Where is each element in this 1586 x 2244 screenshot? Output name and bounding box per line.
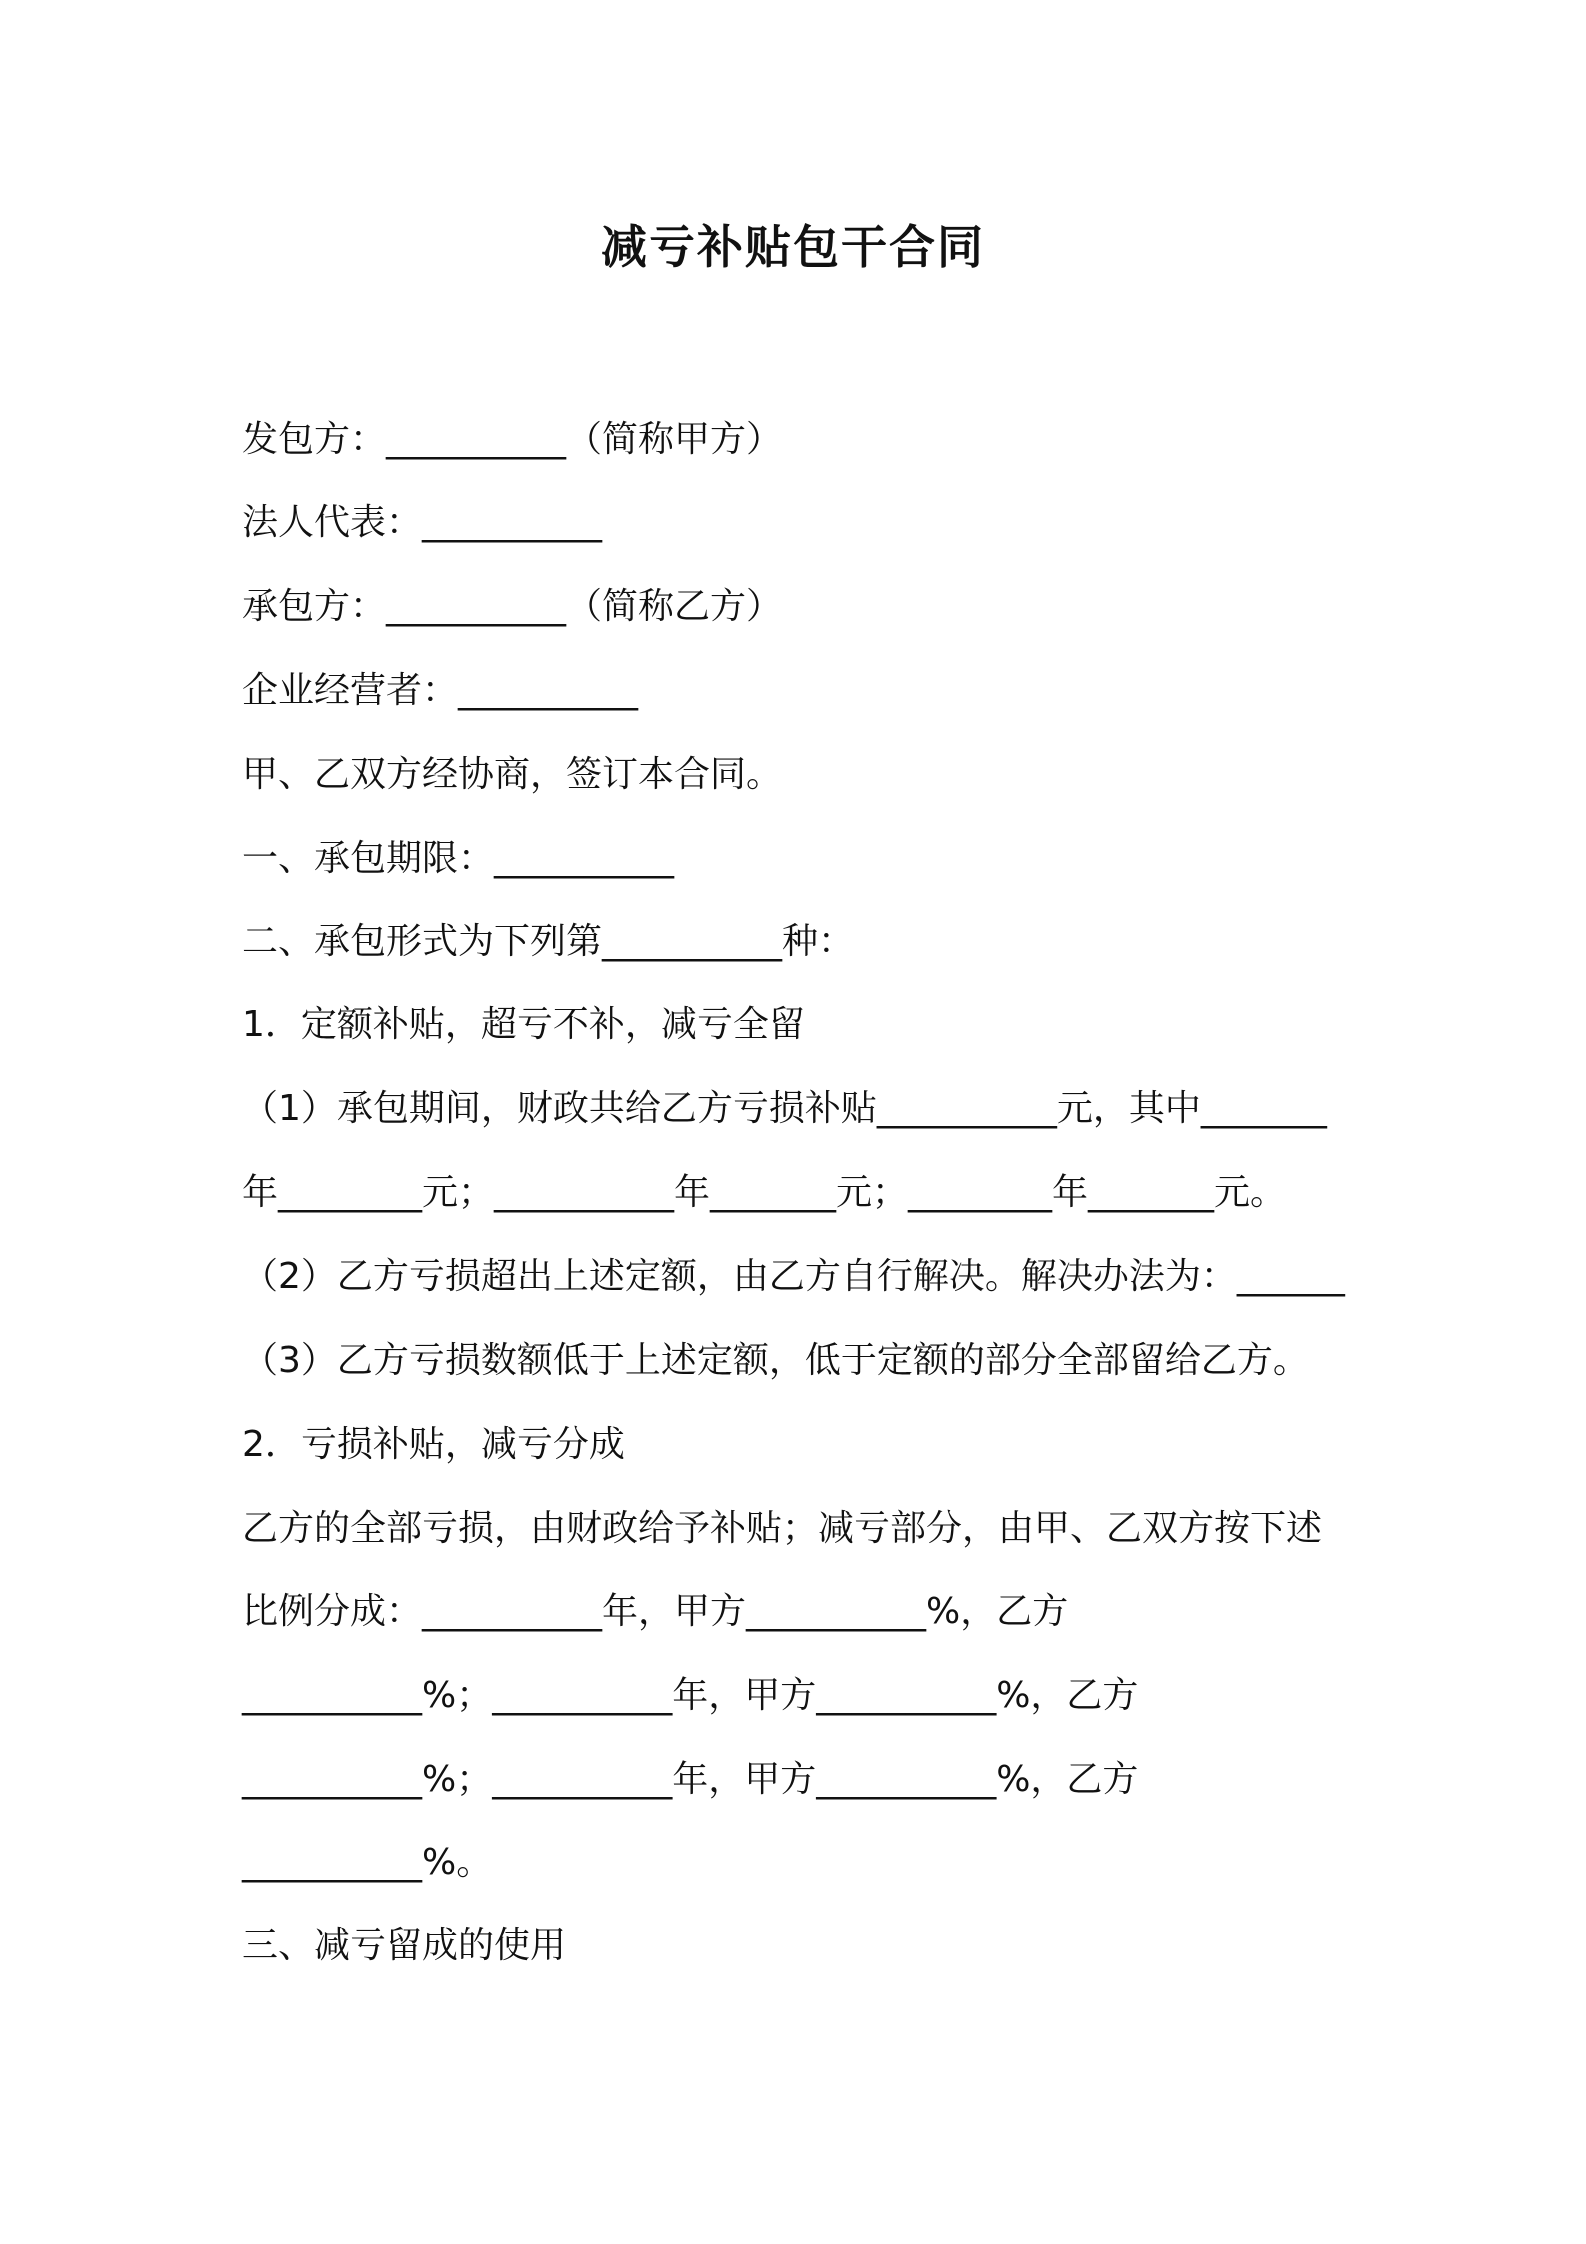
party-b-line: 承包方：__________（简称乙方）	[242, 586, 783, 627]
option-1-item-1-cont: 年________元；__________年_______元；________年_______元。	[242, 1172, 1286, 1213]
option-2-heading: 2．亏损补贴，减亏分成	[242, 1424, 625, 1465]
section-1-term: 一、承包期限：__________	[242, 838, 675, 879]
operator-line: 企业经营者：__________	[242, 670, 639, 711]
section-2-form: 二、承包形式为下列第__________种：	[242, 921, 855, 962]
ratio-line-2: __________%；__________年，甲方__________%，乙方	[242, 1675, 1139, 1716]
option-2-body: 乙方的全部亏损，由财政给予补贴；减亏部分，由甲、乙双方按下述	[242, 1508, 1323, 1549]
legal-rep-line: 法人代表：__________	[242, 502, 603, 543]
option-1-heading: 1．定额补贴，超亏不补，减亏全留	[242, 1004, 805, 1045]
ratio-line-1: 比例分成：__________年，甲方__________%，乙方	[242, 1591, 1069, 1632]
ratio-line-4: __________%。	[242, 1842, 493, 1883]
ratio-line-3: __________%；__________年，甲方__________%，乙方	[242, 1759, 1139, 1800]
option-1-item-3: （3）乙方亏损数额低于上述定额，低于定额的部分全部留给乙方。	[242, 1340, 1309, 1381]
document-title: 减亏补贴包干合同	[601, 220, 985, 274]
option-1-item-2: （2）乙方亏损超出上述定额，由乙方自行解决。解决办法为：______	[242, 1256, 1345, 1297]
section-3-heading: 三、减亏留成的使用	[242, 1925, 567, 1966]
agreement-intro: 甲、乙双方经协商，签订本合同。	[242, 754, 783, 795]
option-1-item-1: （1）承包期间，财政共给乙方亏损补贴__________元，其中_______	[242, 1088, 1327, 1129]
party-a-line: 发包方：__________（简称甲方）	[242, 419, 783, 460]
